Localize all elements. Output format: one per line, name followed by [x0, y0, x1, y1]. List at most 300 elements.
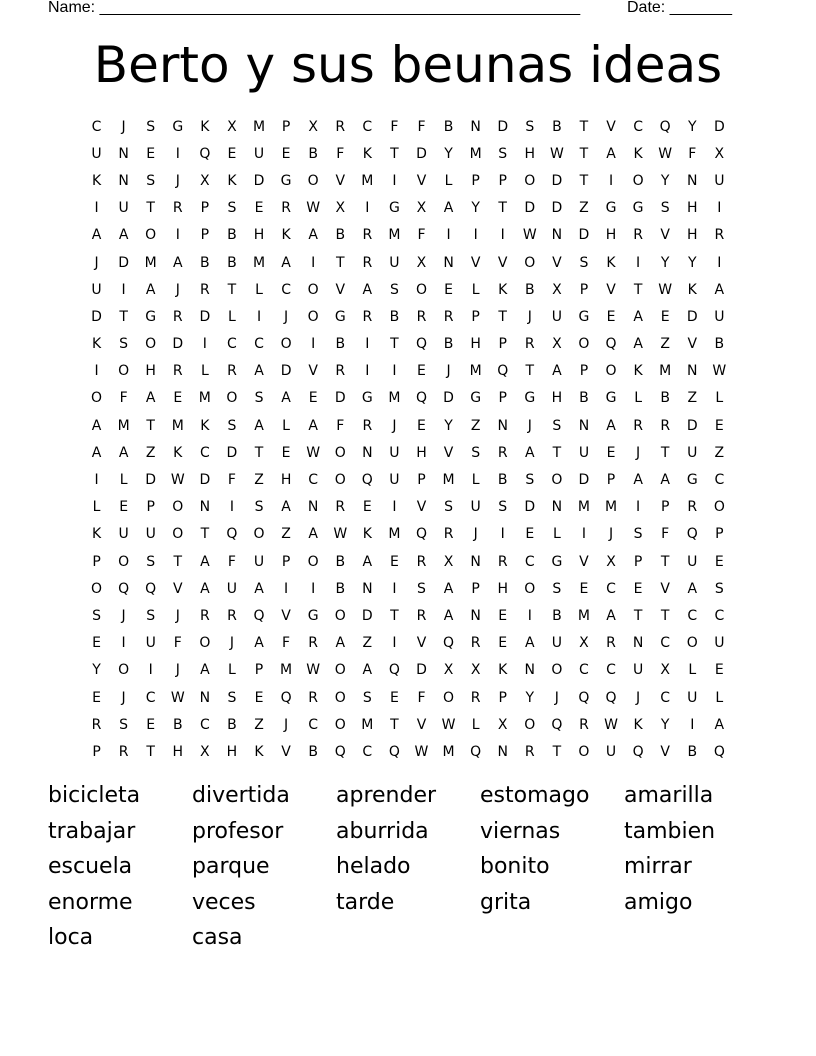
- grid-letter: D: [280, 363, 292, 380]
- grid-letter: V: [552, 254, 562, 271]
- grid-letter: T: [254, 444, 264, 461]
- grid-letter: W: [333, 526, 348, 543]
- grid-letter: E: [308, 390, 318, 407]
- grid-letter: Y: [660, 254, 670, 271]
- grid-letter: J: [121, 118, 126, 135]
- grid-letter: R: [335, 118, 346, 135]
- grid-letter: L: [444, 172, 453, 189]
- grid-letter: D: [551, 172, 563, 189]
- grid-letter: U: [145, 526, 156, 543]
- grid-letter: T: [227, 281, 237, 298]
- grid-letter: R: [172, 200, 183, 217]
- grid-letter: T: [390, 607, 399, 624]
- grid-letter: K: [200, 118, 210, 135]
- grid-letter: E: [146, 716, 156, 733]
- grid-letter: U: [687, 553, 698, 570]
- word-list-item: divertida: [192, 783, 290, 808]
- grid-letter: K: [633, 363, 643, 380]
- grid-letter: X: [200, 743, 210, 760]
- grid-letter: M: [280, 662, 293, 679]
- grid-letter: S: [227, 200, 237, 217]
- grid-letter: F: [227, 472, 236, 489]
- grid-letter: B: [714, 336, 725, 353]
- grid-letter: Y: [525, 689, 535, 706]
- grid-letter: J: [121, 607, 126, 624]
- grid-letter: A: [308, 526, 318, 543]
- grid-letter: S: [552, 580, 562, 597]
- grid-letter: T: [633, 281, 643, 298]
- grid-letter: O: [91, 580, 103, 597]
- grid-letter: S: [660, 200, 670, 217]
- grid-letter: Q: [632, 743, 644, 760]
- grid-letter: I: [311, 254, 316, 271]
- grid-letter: R: [443, 526, 454, 543]
- grid-letter: M: [577, 499, 590, 516]
- grid-letter: Q: [659, 118, 671, 135]
- grid-letter: M: [171, 417, 184, 434]
- grid-letter: I: [202, 336, 207, 353]
- grid-row: [83, 630, 733, 657]
- grid-letter: C: [199, 444, 210, 461]
- grid-letter: A: [281, 390, 291, 407]
- grid-letter: H: [416, 444, 427, 461]
- grid-letter: V: [281, 743, 291, 760]
- grid-letter: P: [715, 526, 724, 543]
- grid-letter: H: [686, 200, 698, 217]
- grid-letter: R: [91, 716, 102, 733]
- grid-letter: V: [470, 254, 481, 271]
- grid-letter: V: [416, 172, 427, 189]
- grid-letter: Z: [470, 417, 481, 434]
- grid-letter: F: [417, 689, 426, 706]
- grid-letter: D: [199, 472, 211, 489]
- grid-letter: E: [660, 308, 670, 325]
- grid-row: [83, 249, 733, 276]
- grid-letter: B: [172, 716, 183, 733]
- grid-letter: E: [525, 526, 535, 543]
- grid-letter: F: [282, 635, 291, 652]
- grid-letter: O: [91, 390, 103, 407]
- grid-letter: E: [417, 417, 426, 434]
- grid-letter: L: [715, 390, 724, 407]
- grid-letter: K: [362, 145, 372, 162]
- grid-letter: B: [308, 743, 318, 760]
- grid-row: [83, 331, 733, 358]
- grid-letter: S: [227, 689, 237, 706]
- word-list-item: helado: [336, 854, 411, 879]
- grid-letter: K: [281, 227, 291, 244]
- grid-letter: R: [281, 200, 291, 217]
- grid-letter: L: [255, 281, 263, 298]
- grid-letter: S: [254, 390, 264, 407]
- grid-letter: R: [335, 499, 346, 516]
- grid-letter: G: [605, 200, 617, 217]
- grid-letter: R: [227, 607, 237, 624]
- grid-letter: J: [446, 363, 451, 380]
- grid-letter: U: [145, 635, 156, 652]
- grid-letter: C: [660, 689, 671, 706]
- grid-letter: G: [686, 472, 698, 489]
- word-list-item: amarilla: [624, 783, 714, 808]
- grid-letter: W: [306, 200, 321, 217]
- grid-letter: U: [389, 254, 400, 271]
- grid-letter: J: [94, 254, 99, 271]
- grid-letter: S: [146, 553, 156, 570]
- grid-letter: A: [200, 662, 210, 679]
- grid-letter: A: [254, 580, 264, 597]
- grid-letter: E: [389, 553, 399, 570]
- grid-letter: H: [172, 743, 184, 760]
- grid-letter: I: [121, 635, 126, 652]
- grid-letter: O: [334, 689, 346, 706]
- grid-letter: Q: [334, 743, 346, 760]
- grid-letter: Y: [471, 200, 480, 217]
- grid-letter: R: [524, 336, 535, 353]
- grid-row: [83, 276, 733, 303]
- grid-letter: A: [606, 145, 616, 162]
- grid-letter: A: [335, 635, 346, 652]
- grid-letter: A: [254, 363, 264, 380]
- grid-letter: Q: [118, 580, 130, 597]
- grid-letter: C: [660, 635, 671, 652]
- grid-letter: Z: [687, 390, 698, 407]
- grid-letter: D: [416, 145, 427, 162]
- grid-row: [83, 385, 733, 412]
- grid-letter: D: [226, 444, 238, 461]
- grid-letter: A: [91, 227, 102, 244]
- grid-letter: Z: [281, 526, 291, 543]
- grid-letter: B: [497, 472, 508, 489]
- grid-letter: C: [362, 743, 373, 760]
- grid-letter: I: [94, 472, 99, 489]
- grid-letter: D: [443, 390, 454, 407]
- grid-letter: P: [498, 172, 507, 189]
- grid-letter: R: [118, 743, 129, 760]
- grid-letter: R: [579, 716, 589, 733]
- grid-letter: O: [524, 580, 536, 597]
- word-list-item: escuela: [48, 854, 133, 879]
- grid-letter: R: [199, 281, 210, 298]
- grid-letter: X: [416, 200, 427, 217]
- grid-letter: R: [497, 553, 508, 570]
- grid-letter: E: [281, 145, 291, 162]
- grid-letter: T: [579, 145, 589, 162]
- grid-letter: K: [91, 172, 102, 189]
- grid-letter: M: [442, 743, 455, 760]
- grid-row: [83, 195, 733, 222]
- grid-letter: E: [714, 662, 724, 679]
- grid-letter: S: [146, 118, 156, 135]
- grid-letter: Z: [254, 472, 264, 489]
- word-list-item: estomago: [480, 783, 590, 808]
- grid-letter: K: [606, 254, 616, 271]
- grid-letter: R: [227, 363, 237, 380]
- grid-letter: I: [365, 363, 370, 380]
- grid-letter: J: [175, 662, 180, 679]
- grid-letter: T: [390, 716, 399, 733]
- grid-letter: P: [579, 363, 589, 380]
- grid-letter: S: [92, 607, 101, 624]
- grid-letter: I: [392, 635, 397, 652]
- grid-letter: X: [443, 553, 454, 570]
- grid-letter: H: [524, 145, 536, 162]
- grid-letter: I: [148, 662, 153, 679]
- grid-letter: A: [633, 472, 643, 489]
- grid-letter: A: [443, 200, 454, 217]
- grid-letter: M: [361, 172, 374, 189]
- grid-letter: O: [280, 336, 292, 353]
- grid-letter: X: [660, 662, 670, 679]
- grid-letter: Q: [605, 689, 617, 706]
- grid-letter: F: [661, 526, 670, 543]
- grid-letter: Q: [470, 743, 482, 760]
- grid-letter: V: [606, 118, 616, 135]
- grid-letter: M: [144, 254, 157, 271]
- grid-letter: U: [118, 526, 129, 543]
- grid-letter: W: [441, 716, 456, 733]
- grid-letter: H: [226, 743, 238, 760]
- grid-letter: B: [335, 553, 346, 570]
- grid-letter: A: [606, 417, 616, 434]
- grid-letter: G: [145, 308, 157, 325]
- grid-letter: L: [552, 526, 561, 543]
- grid-letter: Q: [145, 580, 157, 597]
- grid-letter: C: [308, 472, 319, 489]
- grid-letter: R: [443, 308, 454, 325]
- grid-letter: H: [605, 227, 617, 244]
- grid-letter: B: [389, 308, 400, 325]
- grid-letter: A: [200, 553, 210, 570]
- grid-letter: T: [200, 526, 210, 543]
- grid-letter: I: [690, 716, 695, 733]
- grid-letter: Y: [687, 254, 697, 271]
- grid-letter: J: [175, 172, 180, 189]
- grid-letter: T: [146, 417, 155, 434]
- grid-letter: W: [306, 444, 321, 461]
- grid-letter: A: [145, 390, 156, 407]
- grid-letter: U: [91, 145, 102, 162]
- grid-letter: S: [227, 417, 237, 434]
- grid-letter: I: [581, 526, 587, 543]
- grid-letter: X: [200, 172, 210, 189]
- grid-letter: A: [633, 308, 643, 325]
- grid-letter: U: [687, 444, 698, 461]
- grid-letter: V: [416, 716, 427, 733]
- grid-letter: A: [200, 580, 210, 597]
- grid-letter: Y: [444, 417, 453, 434]
- grid-letter: E: [362, 499, 372, 516]
- grid-letter: N: [497, 743, 508, 760]
- grid-letter: Z: [254, 716, 264, 733]
- grid-letter: F: [227, 553, 236, 570]
- grid-letter: Z: [660, 336, 670, 353]
- grid-row: [83, 521, 733, 548]
- grid-letter: Z: [145, 444, 156, 461]
- grid-letter: I: [392, 580, 397, 597]
- grid-letter: C: [145, 689, 156, 706]
- grid-letter: O: [605, 363, 617, 380]
- grid-letter: W: [414, 743, 429, 760]
- grid-letter: V: [660, 227, 670, 244]
- grid-letter: X: [714, 145, 725, 162]
- grid-letter: R: [172, 363, 183, 380]
- grid-letter: Y: [660, 716, 670, 733]
- grid-letter: O: [307, 281, 319, 298]
- grid-letter: R: [362, 308, 373, 325]
- grid-letter: A: [362, 281, 373, 298]
- grid-letter: R: [362, 254, 373, 271]
- grid-letter: J: [175, 281, 180, 298]
- grid-letter: U: [605, 743, 617, 760]
- grid-letter: I: [311, 336, 316, 353]
- grid-letter: A: [525, 635, 535, 652]
- grid-letter: E: [417, 363, 426, 380]
- grid-letter: T: [579, 118, 589, 135]
- word-list-item: viernas: [480, 818, 561, 844]
- grid-row: [83, 711, 733, 738]
- grid-letter: O: [172, 499, 184, 516]
- grid-letter: J: [527, 308, 532, 325]
- grid-letter: C: [281, 281, 291, 298]
- grid-letter: E: [281, 444, 291, 461]
- grid-letter: N: [362, 444, 373, 461]
- grid-letter: J: [527, 417, 532, 434]
- grid-letter: P: [417, 472, 426, 489]
- grid-letter: B: [227, 716, 237, 733]
- grid-letter: E: [92, 635, 101, 652]
- grid-letter: O: [253, 526, 265, 543]
- grid-letter: N: [578, 417, 590, 434]
- grid-letter: R: [687, 499, 698, 516]
- grid-letter: S: [525, 118, 535, 135]
- grid-letter: Q: [497, 363, 509, 380]
- grid-letter: T: [660, 607, 670, 624]
- grid-letter: O: [334, 607, 346, 624]
- grid-letter: O: [578, 743, 590, 760]
- grid-letter: A: [443, 580, 454, 597]
- grid-letter: I: [175, 227, 180, 244]
- grid-letter: B: [443, 336, 454, 353]
- grid-letter: O: [551, 662, 563, 679]
- grid-letter: A: [525, 444, 535, 461]
- grid-letter: D: [524, 499, 536, 516]
- grid-letter: N: [687, 363, 698, 380]
- grid-letter: Q: [551, 716, 563, 733]
- grid-letter: L: [119, 472, 128, 489]
- grid-letter: H: [497, 580, 508, 597]
- grid-letter: I: [392, 172, 397, 189]
- grid-letter: A: [660, 472, 670, 489]
- grid-letter: I: [717, 254, 722, 271]
- grid-letter: O: [199, 635, 211, 652]
- grid-letter: Y: [660, 172, 670, 189]
- grid-letter: L: [471, 716, 480, 733]
- grid-letter: C: [579, 662, 589, 679]
- grid-letter: O: [632, 172, 644, 189]
- grid-letter: P: [498, 336, 507, 353]
- grid-letter: M: [117, 417, 130, 434]
- grid-row: [83, 113, 733, 140]
- grid-letter: K: [173, 444, 183, 461]
- grid-letter: Q: [605, 336, 617, 353]
- grid-letter: V: [308, 363, 318, 380]
- grid-letter: P: [200, 227, 210, 244]
- grid-letter: K: [200, 417, 210, 434]
- grid-letter: W: [604, 716, 618, 733]
- grid-row: [83, 602, 733, 629]
- grid-letter: S: [498, 145, 508, 162]
- grid-letter: P: [606, 472, 616, 489]
- grid-letter: N: [551, 499, 563, 516]
- grid-letter: R: [714, 227, 725, 244]
- grid-letter: A: [91, 417, 102, 434]
- grid-letter: X: [552, 336, 562, 353]
- grid-letter: S: [525, 472, 535, 489]
- grid-letter: C: [606, 580, 616, 597]
- grid-letter: A: [362, 553, 373, 570]
- grid-letter: V: [416, 635, 427, 652]
- word-list-item: tarde: [336, 889, 395, 915]
- grid-letter: C: [254, 336, 264, 353]
- grid-row: [83, 167, 733, 194]
- grid-letter: K: [633, 145, 643, 162]
- grid-letter: K: [362, 526, 372, 543]
- grid-letter: P: [633, 553, 643, 570]
- grid-letter: L: [715, 689, 724, 706]
- grid-letter: Q: [713, 743, 725, 760]
- grid-letter: T: [552, 743, 562, 760]
- grid-letter: S: [119, 336, 129, 353]
- grid-letter: E: [579, 580, 589, 597]
- grid-letter: R: [606, 635, 616, 652]
- grid-letter: M: [442, 472, 455, 489]
- grid-letter: N: [551, 227, 563, 244]
- name-field: Name: ______________________________________________________: [48, 0, 581, 16]
- grid-letter: J: [392, 417, 397, 434]
- word-search-grid: [83, 113, 733, 766]
- grid-letter: W: [306, 662, 321, 679]
- grid-letter: O: [524, 716, 536, 733]
- grid-letter: P: [579, 281, 589, 298]
- grid-letter: M: [252, 254, 266, 271]
- grid-letter: I: [608, 172, 614, 189]
- grid-letter: R: [633, 417, 643, 434]
- grid-letter: C: [227, 336, 237, 353]
- grid-letter: A: [281, 499, 291, 516]
- grid-letter: A: [308, 227, 318, 244]
- grid-letter: U: [632, 662, 644, 679]
- grid-letter: K: [91, 526, 102, 543]
- grid-letter: E: [92, 689, 101, 706]
- grid-letter: R: [308, 689, 319, 706]
- grid-letter: E: [714, 417, 724, 434]
- grid-letter: A: [254, 635, 264, 652]
- grid-letter: B: [579, 390, 589, 407]
- grid-letter: J: [229, 635, 234, 652]
- grid-letter: D: [578, 472, 590, 489]
- grid-letter: E: [606, 308, 616, 325]
- grid-letter: W: [658, 281, 673, 298]
- grid-letter: Q: [415, 526, 427, 543]
- grid-letter: I: [94, 363, 99, 380]
- grid-letter: N: [470, 607, 481, 624]
- grid-letter: R: [524, 743, 535, 760]
- grid-letter: F: [119, 390, 128, 407]
- grid-letter: K: [498, 662, 508, 679]
- word-list-item: casa: [192, 925, 243, 950]
- grid-letter: X: [606, 553, 616, 570]
- grid-letter: T: [146, 743, 155, 760]
